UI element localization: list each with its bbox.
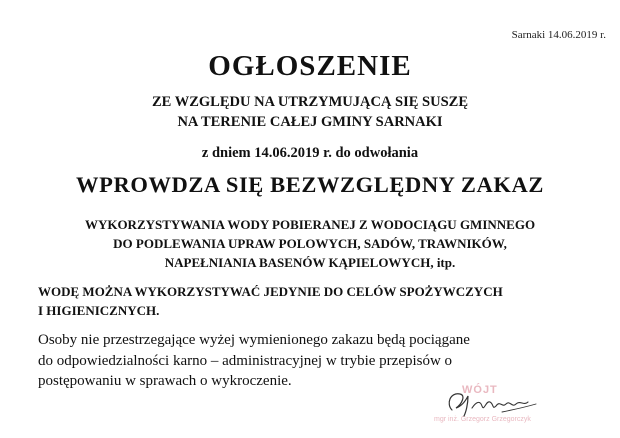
water-use-line: WODĘ MOŻNA WYKORZYSTYWAĆ JEDYNIE DO CELÓW SPOŻYWCZYCH bbox=[38, 284, 503, 299]
penalty-line: Osoby nie przestrzegające wyżej wymienionego zakazu będą pociągane bbox=[38, 332, 470, 348]
stamp-title: WÓJT bbox=[462, 384, 498, 396]
penalty-line: do odpowiedzialności karno – administracyjnej w trybie przepisów o bbox=[38, 352, 453, 369]
ban-description bbox=[0, 215, 620, 272]
handwritten-signature-icon bbox=[442, 386, 542, 420]
place-date: Sarnaki 14.06.2019 r. bbox=[511, 29, 606, 41]
ban-heading: WPROWDZA SIĘ BEZWZGLĘDNY ZAKAZ bbox=[76, 172, 544, 197]
effective-date-line: z dniem 14.06.2019 r. do odwołania bbox=[201, 145, 419, 161]
official-stamp bbox=[432, 384, 550, 430]
ban-description-line: WYKORZYSTYWANIA WODY POBIERANEJ Z WODOCIĄGU GMINNEGO bbox=[84, 217, 536, 232]
penalty-paragraph bbox=[38, 330, 598, 392]
announcement-subtitle bbox=[0, 92, 620, 132]
penalty-line: postępowaniu w sprawach o wykroczenie. bbox=[38, 373, 292, 389]
water-use-note bbox=[38, 282, 598, 320]
announcement-title: OGŁOSZENIE bbox=[208, 50, 412, 82]
subtitle-line: NA TERENIE CAŁEJ GMINY SARNAKI bbox=[177, 114, 443, 130]
stamp-name: mgr inż. Grzegorz Grzegorczyk bbox=[434, 416, 531, 423]
ban-description-line: DO PODLEWANIA UPRAW POLOWYCH, SADÓW, TRAWNIKÓW, bbox=[113, 236, 507, 251]
subtitle-line: ZE WZGLĘDU NA UTRZYMUJĄCĄ SIĘ SUSZĘ bbox=[152, 94, 468, 110]
water-use-line: I HIGIENICZNYCH. bbox=[38, 303, 160, 318]
ban-description-line: NAPEŁNIANIA BASENÓW KĄPIELOWYCH, itp. bbox=[164, 255, 456, 270]
